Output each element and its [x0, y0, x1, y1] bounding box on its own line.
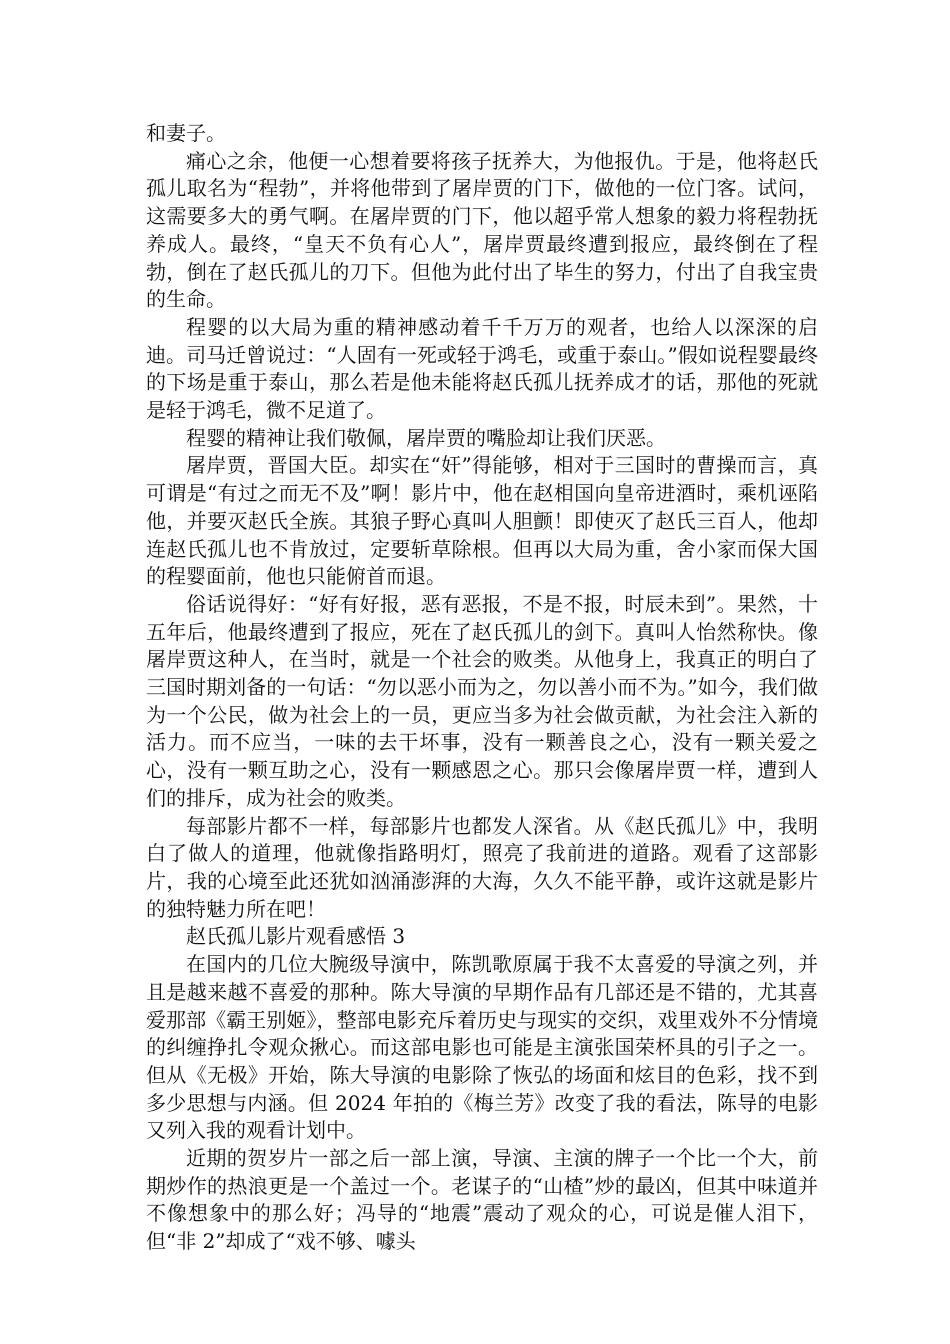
paragraph: 近期的贺岁片一部之后一部上演，导演、主演的牌子一个比一个大，前期炒作的热浪更是一个盖过一个。老谋子的“山楂”炒的最凶，但其中味道并不像想象中的那么好；冯导的“地震”震动了观众的心，可说是催人泪下，但“非 2”却成了“戏不够、噱头: [146, 1146, 818, 1254]
paragraph: 每部影片都不一样，每部影片也都发人深省。从《赵氏孤儿》中，我明白了做人的道理，他就像指路明灯，照亮了我前进的道路。观看了这部影片，我的心境至此还犹如汹涌澎湃的大海，久久不能平静，或许这就是影片的独特魅力所在吧！: [146, 813, 818, 921]
paragraph: 痛心之余，他便一心想着要将孩子抚养大，为他报仇。于是，他将赵氏孤儿取名为“程勃”，并将他带到了屠岸贾的门下，做他的一位门客。试问，这需要多大的勇气啊。在屠岸贾的门下，他以超乎常人想象的毅力将程勃抚养成人。最终，“皇天不负有心人”，屠岸贾最终遭到报应，最终倒在了程勃，倒在了赵氏孤儿的刀下。但他为此付出了毕生的努力，付出了自我宝贵的生命。: [146, 148, 818, 312]
paragraph: 和妻子。: [146, 121, 226, 145]
paragraph: 俗话说得好：“好有好报，恶有恶报，不是不报，时辰未到”。果然，十五年后，他最终遭到了报应，死在了赵氏孤儿的剑下。真叫人怡然称快。像屠岸贾这种人，在当时，就是一个社会的败类。从他身上，我真正的明白了三国时期刘备的一句话：“勿以恶小而为之，勿以善小而不为。”如今，我们做为一个公民，做为社会上的一员，更应当多为社会做贡献，为社会注入新的活力。而不应当，一味的去干坏事，没有一颗善良之心，没有一颗关爱之心，没有一颗互助之心，没有一颗感恩之心。那只会像屠岸贾一样，遭到人们的排斥，成为社会的败类。: [146, 591, 818, 810]
paragraph: 屠岸贾，晋国大臣。却实在“奸”得能够，相对于三国时的曹操而言，真可谓是“有过之而无不及”啊！影片中，他在赵相国向皇帝进酒时，乘机诬陷他，并要灭赵氏全族。其狼子野心真叫人胆颤！即使灭了赵氏三百人，他却连赵氏孤儿也不肯放过，定要斩草除根。但再以大局为重，舍小家而保大国的程婴面前，他也只能俯首而退。: [146, 453, 818, 589]
section-heading: 赵氏孤儿影片观看感悟 3: [186, 924, 406, 949]
paragraph: 程婴的精神让我们敬佩，屠岸贾的嘴脸却让我们厌恶。: [186, 425, 666, 450]
paragraph: 在国内的几位大腕级导演中，陈凯歌原属于我不太喜爱的导演之列，并且是越来越不喜爱的那种。陈大导演的早期作品有几部还是不错的，尤其喜爱那部《霸王别姬》，整部电影充斥着历史与现实的交织，戏里戏外不分情境的纠缠挣扎令观众揪心。而这部电影也可能是主演张国荣杯具的引子之一。但从《无极》开始，陈大导演的电影除了恢弘的场面和炫目的色彩，找不到多少思想与内涵。但 2024 年拍的《梅兰芳》改变了我的看法，陈导的电影又列入我的观看计划中。: [146, 952, 818, 1143]
paragraph: 程婴的以大局为重的精神感动着千千万万的观者，也给人以深深的启迪。司马迁曾说过：“人固有一死或轻于鸿毛，或重于泰山。”假如说程婴最终的下场是重于泰山，那么若是他未能将赵氏孤儿抚养成才的话，那他的死就是轻于鸿毛，微不足道了。: [146, 314, 818, 423]
document-page: [146, 120, 818, 1256]
